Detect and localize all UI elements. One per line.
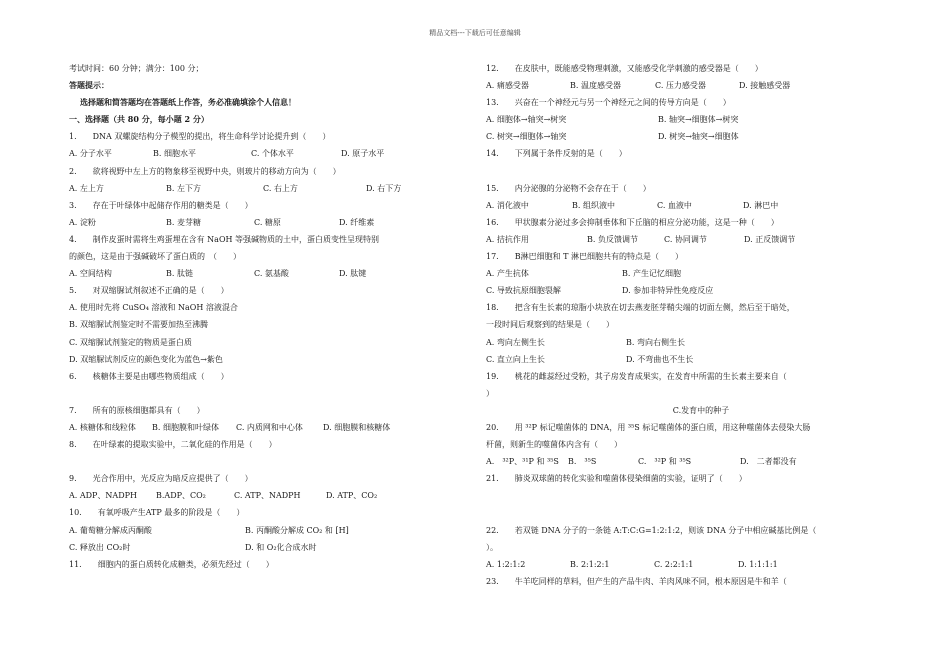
option-a: A. 分子水平: [69, 149, 112, 159]
option-b: B. 细胞水平: [153, 149, 196, 159]
option-a: A. 核糖体和线粒体: [69, 422, 136, 432]
question-18-options-row-1: [486, 334, 916, 351]
question-11: 11. 细胞内的蛋白质转化成糖类，必须先经过（ ）: [69, 559, 274, 569]
question-2-options: [69, 180, 489, 197]
option-b: B. 细胞膜和叶绿体: [152, 422, 219, 432]
option-b: B. 组织液中: [572, 200, 615, 210]
option-b: B.ADP、CO₂: [156, 491, 206, 501]
option-c: C. 糖原: [254, 217, 281, 227]
option-b: B. 肽链: [166, 269, 193, 279]
question-13-options-row-2: [486, 128, 916, 145]
question-18-line-1: 18. 把含有生长素的琼脂小块放在切去燕麦胚芽鞘尖端的切面左侧，然后至于暗处，: [486, 303, 795, 313]
exam-info: 考试时间：60 分钟；满分：100 分；: [69, 64, 204, 73]
question-20-line-1: 20. 用 ³²P 标记噬菌体的 DNA，用 ³⁵S 标记噬菌体的蛋白质，用这种噬菌体去侵染大肠: [486, 422, 811, 432]
option-d: D. 二者都没有: [740, 457, 797, 467]
option-a: A. 细胞体→轴突→树突: [486, 115, 567, 125]
option-b: B. 温度感受器: [570, 81, 621, 91]
option-c: C. 树突→细胞体→轴突: [486, 132, 567, 142]
question-10: 10. 有氧呼吸产生ATP 最多的阶段是（ ）: [69, 508, 245, 518]
option-d: D. 1:1:1:1: [738, 559, 778, 569]
question-2: 2. 欲将视野中左上方的物象移至视野中央，则玻片的移动方向为（ ）: [69, 166, 341, 176]
option-d: D. 接触感受器: [739, 81, 791, 91]
question-14: 14. 下列属于条件反射的是（ ）: [486, 149, 627, 159]
option-a: A. 左上方: [69, 183, 104, 193]
option-d: D. 肽键: [339, 269, 367, 279]
option-c: C. 内质网和中心体: [236, 422, 303, 432]
question-17-options-row-2: [486, 282, 916, 299]
question-3-options: [69, 214, 489, 231]
question-23: 23. 牛羊吃同样的草料，但产生的产品牛肉、羊肉风味不同，根本原因是牛和羊（: [486, 576, 787, 586]
page-header: 精品文档---下载后可任意编辑: [429, 29, 521, 37]
option-c: C. 个体水平: [251, 149, 294, 159]
tips-body: 选择题和简答题均在答题纸上作答，务必准确填涂个人信息！: [80, 97, 296, 108]
option-d: D. 正反馈调节: [744, 234, 796, 244]
option-d: D. ATP、CO₂: [326, 491, 378, 501]
question-18-line-2: 一段时间后观察到的结果是（ ）: [486, 320, 614, 330]
question-5-option-d: D. 双缩脲试剂反应的颜色变化为蓝色→紫色: [69, 354, 223, 364]
question-21: 21. 肺炎双球菌的转化实验和噬菌体侵染细菌的实验，证明了（ ）: [486, 474, 747, 484]
option-b: B. 麦芽糖: [166, 217, 201, 227]
question-15: 15. 内分泌腺的分泌物不会存在于（ ）: [486, 183, 651, 193]
option-b: B. ³⁵S: [568, 457, 597, 467]
right-column: [486, 60, 916, 590]
option-d: D. 原子水平: [341, 149, 385, 159]
option-d: D. 参加非特异性免疫反应: [622, 286, 714, 296]
option-c: C. 血液中: [657, 200, 692, 210]
option-a: A. 痛感受器: [486, 81, 529, 91]
option-d: D. 淋巴中: [743, 200, 779, 210]
option-d: D. 和 O₂化合成水时: [245, 542, 317, 552]
tips-title: 答题提示：: [69, 80, 109, 91]
option-d: D. 细胞膜和核糖体: [323, 422, 391, 432]
option-c: C. 2:2:1:1: [654, 559, 694, 569]
left-column: [69, 60, 489, 573]
option-b: B. 丙酮酸分解成 CO₂ 和 [H]: [245, 525, 349, 535]
option-b: B. 轴突→细胞体→树突: [658, 115, 739, 125]
question-13-options-row-1: [486, 111, 916, 128]
question-12-options: [486, 77, 916, 94]
question-18-options-row-2: [486, 351, 916, 368]
option-c: C. 压力感受器: [655, 81, 706, 91]
option-c: C. ³²P 和 ³⁵S: [638, 457, 692, 467]
question-4-line-2: 的颜色，这是由于强碱破坏了蛋白质的 （ ）: [69, 252, 241, 262]
question-22-line-2: ）。: [486, 542, 498, 552]
question-20-options: [486, 453, 916, 470]
question-3: 3. 存在于叶绿体中起储存作用的糖类是（ ）: [69, 200, 253, 210]
option-d: D. 纤维素: [339, 217, 375, 227]
option-d: D. 不弯曲也不生长: [626, 354, 694, 364]
question-13: 13. 兴奋在一个神经元与另一个神经元之间的传导方向是（ ）: [486, 98, 731, 108]
question-6: 6. 核糖体主要是由哪些物质组成（ ）: [69, 371, 229, 381]
option-b: B. 产生记忆细胞: [622, 269, 681, 279]
question-5: 5. 对双缩脲试剂叙述不正确的是（ ）: [69, 286, 229, 296]
option-c: C. 导致抗原细胞裂解: [486, 286, 561, 296]
question-1-options: [69, 145, 489, 162]
question-5-option-b: B. 双缩脲试剂鉴定时不需要加热至沸腾: [69, 320, 208, 330]
option-d: D. 右下方: [366, 183, 402, 193]
option-a: A. 消化液中: [486, 200, 529, 210]
option-a: A. 拮抗作用: [486, 234, 529, 244]
question-7-options: [69, 419, 489, 436]
question-22-options: [486, 556, 916, 573]
question-19-line-1: 19. 桃花的雌蕊经过受粉，其子房发育成果实，在发育中所需的生长素主要来自（: [486, 371, 787, 381]
question-7: 7. 所有的原核细胞都具有（ ）: [69, 405, 205, 415]
question-15-options: [486, 197, 916, 214]
option-c: C. 右上方: [263, 183, 298, 193]
option-a: A. ³²P、³¹P 和 ³⁵S: [486, 457, 559, 467]
option-c: C. 氨基酸: [254, 269, 289, 279]
question-9-options: [69, 487, 489, 504]
question-10-options-row-1: [69, 522, 489, 539]
question-4-line-1: 4. 制作皮蛋时需将生鸡蛋埋在含有 NaOH 等强碱物质的土中，蛋白质变性呈现特别: [69, 234, 380, 244]
option-a: A. 弯向左侧生长: [486, 337, 545, 347]
option-c: C. ATP、NADPH: [234, 491, 301, 501]
section-title: 一、选择题（共 80 分，每小题 2 分）: [69, 114, 209, 125]
option-c: C. 直立向上生长: [486, 354, 545, 364]
question-17: 17. B淋巴细胞和 T 淋巴细胞共有的特点是（ ）: [486, 252, 684, 262]
question-12: 12. 在皮肤中，既能感受物理刺激，又能感受化学刺激的感受器是（ ）: [486, 64, 763, 73]
question-16: 16. 甲状腺素分泌过多会抑制垂体和下丘脑的相应分泌功能，这是一种（ ）: [486, 217, 779, 227]
option-a: A. ADP、NADPH: [69, 491, 137, 501]
question-9: 9. 光合作用中，光反应为暗反应提供了（ ）: [69, 474, 253, 484]
option-b: B. 弯向右侧生长: [626, 337, 685, 347]
question-22-line-1: 22. 若双链 DNA 分子的一条链 A:T:C:G=1:2:1:2，则该 DNA 分子中相应碱基比例是（: [486, 525, 817, 535]
option-b: B. 左下方: [166, 183, 201, 193]
option-b: B. 2:1:2:1: [570, 559, 610, 569]
question-10-options-row-2: [69, 539, 489, 556]
question-5-option-c: C. 双缩脲试剂鉴定的物质是蛋白质: [69, 337, 192, 347]
option-a: A. 1:2:1:2: [486, 559, 526, 569]
option-a: A. 葡萄糖分解成丙酮酸: [69, 525, 152, 535]
question-19-option-c: C.发育中的种子: [672, 405, 730, 415]
question-16-options: [486, 231, 916, 248]
option-b: B. 负反馈调节: [587, 234, 638, 244]
question-19-line-2: ）: [486, 388, 494, 398]
question-20-line-2: 杆菌，则新生的噬菌体内含有（ ）: [486, 440, 622, 450]
option-a: A. 空间结构: [69, 269, 112, 279]
option-c: C. 协同调节: [664, 234, 707, 244]
question-5-option-a: A. 使用时先将 CuSO₄ 溶液和 NaOH 溶液混合: [69, 303, 238, 313]
option-a: A. 产生抗体: [486, 269, 529, 279]
question-17-options-row-1: [486, 265, 916, 282]
question-4-options: [69, 265, 489, 282]
option-c: C. 释放出 CO₂时: [69, 542, 131, 552]
option-d: D. 树突→轴突→细胞体: [658, 132, 739, 142]
question-8: 8. 在叶绿素的提取实验中，二氧化硅的作用是（ ）: [69, 440, 277, 450]
option-a: A. 淀粉: [69, 217, 96, 227]
question-1: 1. DNA 双螺旋结构分子模型的提出，将生命科学讨论提升到（ ）: [69, 132, 331, 142]
